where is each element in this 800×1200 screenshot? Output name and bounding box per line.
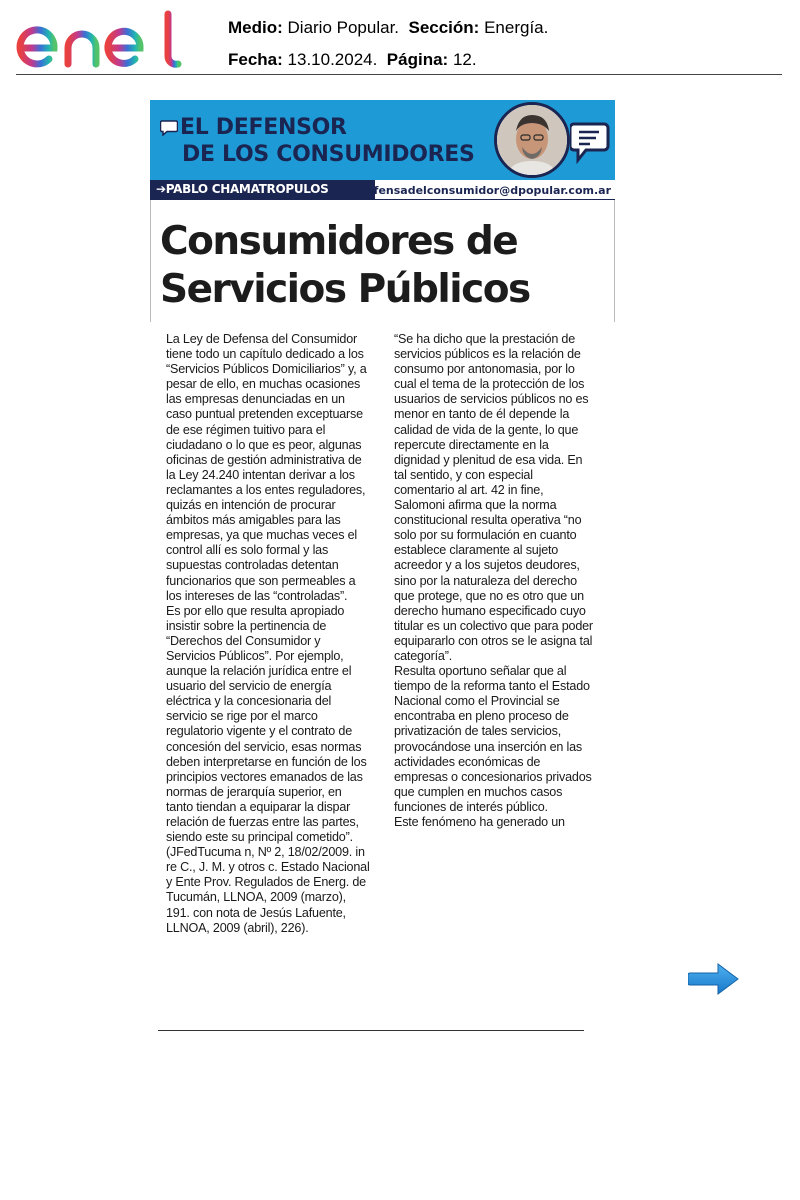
right-arrow-icon[interactable] [688,962,740,996]
footer-divider [158,1030,584,1031]
author-email: defensadelconsumidor@dpopular.com.ar [358,184,611,197]
header-divider [16,74,782,75]
article-paragraph: Resulta oportuno señalar que al tiempo de la reforma tanto el Estado Nacional como el Provincial se encontraba en pleno proceso de privatización de tales servicios, provocándose una inserción en las actividades económicas de empresas o concesionarios privados que cumplen en muchos casos funciones de interés público. [394,664,592,814]
newspaper-clipping [150,100,615,322]
seccion-label: Sección: [408,18,480,37]
document-metadata [228,12,548,76]
enel-logo [16,8,186,72]
headline-line2: Servicios Públicos [160,267,530,312]
article-paragraph: Es por ello que resulta apropiado insistir sobre la pertinencia de “Derechos del Consumidor y Servicios Públicos”. Por ejemplo, aunque la relación jurídica entre el usuario del servicio de energía eléctrica y la concesionaria del servicio se rige por el marco regulatorio vigente y el contrato de concesión del servicio, esas normas deben interpretarse en función de los principios vectores emanados de las normas de jerarquía superior, en tanto tiendan a equiparar la dispar relación de fuerzas entre las partes, siendo este su principal cometido”. (JFedTucuma n, Nº 2, 18/02/2009. in re C., J. M. y otros c. Estado Nacional y Ente Prov. Regulados de Energ. de Tucumán, LLNOA, 2009 (marzo), 191. con nota de Jesús Lafuente, LLNOA, 2009 (abril), 226). [166,603,370,935]
article-column-1 [166,332,370,936]
column-banner [150,100,615,180]
article-paragraph: “Se ha dicho que la prestación de servicios públicos es la relación de consumo por antonomasia, por lo cual el tema de la protección de los usuarios de servicios públicos no es menor en tanto de él depende la calidad de vida de la gente, lo que repercute directamente en la dignidad y plenitud de esa vida. En tal sentido, y con especial comentario al art. 42 in fine, Salomoni afirma que la norma constitucional resulta operativa “no solo por su formulación en cuanto establece claramente al sujeto acreedor y a los sujetos deudores, sino por la naturaleza del derecho que protege, que no es otro que un derecho humano especificado cuyo titular es un colectivo que para poder equipararlo con otros se le asigna tal categoría”. [394,332,593,663]
article-paragraph: Este fenómeno ha generado un [394,815,565,829]
speech-bubble-icon [160,120,178,136]
pagina-value: 12. [452,50,477,69]
article-column-2 [394,332,594,830]
fecha-value: 13.10.2024. [287,50,378,69]
headline-line1: Consumidores de [160,219,518,264]
column-title [180,114,475,168]
clipping-edge-right [614,200,615,322]
pagina-label: Página: [386,50,449,69]
article-paragraph: La Ley de Defensa del Consumidor tiene todo un capítulo dedicado a los “Servicios Públicos Domiciliarios” y, a pesar de ello, en muchas ocasiones las empresas denunciadas en un caso puntual pretenden exceptuarse de ese régimen tuitivo para el ciudadano o lo que es peor, algunas oficinas de gestión administrativa de la Ley 24.240 intentan derivar a los reclamantes a los entes reguladores, quizás en intención de procurar ámbitos más amigables para las empresas, ya que muchas veces el control allí es solo formal y las supuestas controladas detentan funcionarios que son permeables a los intereses de las “controladas”. [166,332,367,603]
medio-label: Medio: [228,18,283,37]
article-headline [160,218,530,314]
column-title-line2: DE LOS CONSUMIDORES [182,142,475,167]
byline-divider [375,199,615,200]
speech-bubble-icon [570,120,610,164]
author-byline: ➔PABLO CHAMATROPULOS [156,182,329,196]
author-name: PABLO CHAMATROPULOS [165,182,329,196]
author-bar [150,180,375,200]
column-title-line1: EL DEFENSOR [180,115,347,140]
seccion-value: Energía. [484,18,549,37]
clipping-edge-left [150,200,151,322]
medio-value: Diario Popular. [287,18,400,37]
author-photo [497,105,567,175]
fecha-label: Fecha: [228,50,283,69]
author-portrait [494,102,570,178]
